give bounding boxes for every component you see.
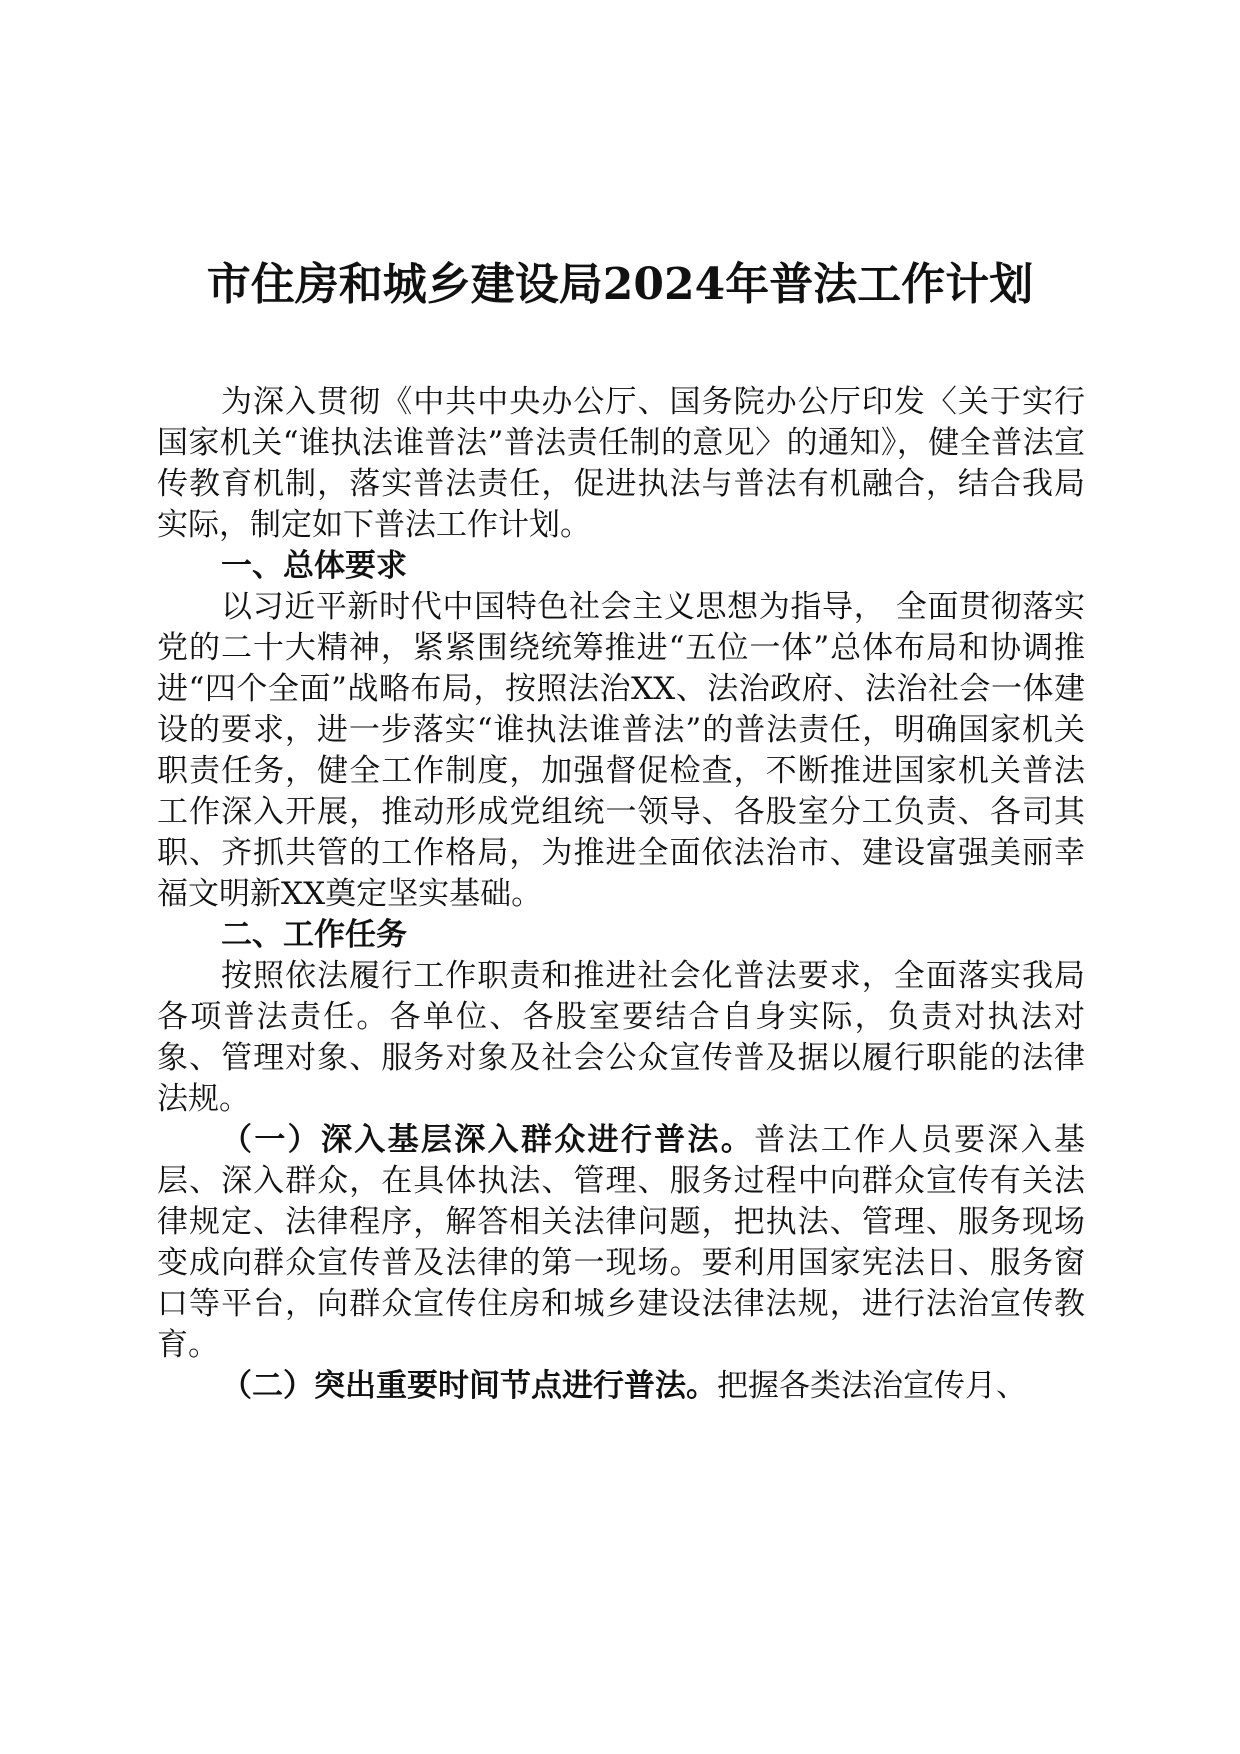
- task-item-2: [157, 1366, 1085, 1407]
- work-tasks-paragraph: 按照依法履行工作职责和推进社会化普法要求，全面落实我局各项普法责任。各单位、各股室要结合自身实际，负责对执法对象、管理对象、服务对象及社会公众宣传普及据以履行职能的法律法规。: [157, 958, 1085, 1117]
- task-item-1: [157, 1120, 1085, 1366]
- task-item-1-text: 普法工作人员要深入基层、深入群众，在具体执法、管理、服务过程中向群众宣传有关法律规定、法律程序，解答相关法律问题，把执法、管理、服务现场变成向群众宣传普及法律的第一现场。要利用国家宪法日、服务窗口等平台，向群众宣传住房和城乡建设法律法规，进行法治宣传教育。: [157, 1122, 1086, 1363]
- task-item-2-lead: （二）突出重要时间节点进行普法。: [221, 1368, 717, 1404]
- task-item-1-lead: （一）深入基层深入群众进行普法。: [221, 1122, 755, 1158]
- task-item-2-text: 把握各类法治宣传月、: [717, 1368, 1027, 1404]
- document-body: [157, 382, 1085, 1407]
- section-heading-general-requirements: 一、总体要求: [221, 548, 407, 584]
- general-requirements-paragraph: 以习近平新时代中国特色社会主义思想为指导， 全面贯彻落实党的二十大精神，紧紧围绕统筹推进“五位一体”总体布局和协调推进“四个全面”战略布局，按照法治XX、法治政府、法治社会一体建设的要求，进一步落实“谁执法谁普法”的普法责任，明确国家机关职责任务，健全工作制度，加强督促检查，不断推进国家机关普法工作深入开展，推动形成党组统一领导、各股室分工负责、各司其职、齐抓共管的工作格局，为推进全面依法治市、建设富强美丽幸福文明新XX奠定坚实基础。: [157, 589, 1085, 912]
- document-title: 市住房和城乡建设局2024年普法工作计划: [206, 259, 1034, 310]
- section-heading-work-tasks: 二、工作任务: [221, 917, 407, 953]
- intro-paragraph: 为深入贯彻《中共中央办公厅、国务院办公厅印发〈关于实行国家机关“谁执法谁普法”普法责任制的意见〉的通知》，健全普法宣传教育机制，落实普法责任，促进执法与普法有机融合，结合我局实际，制定如下普法工作计划。: [157, 384, 1085, 543]
